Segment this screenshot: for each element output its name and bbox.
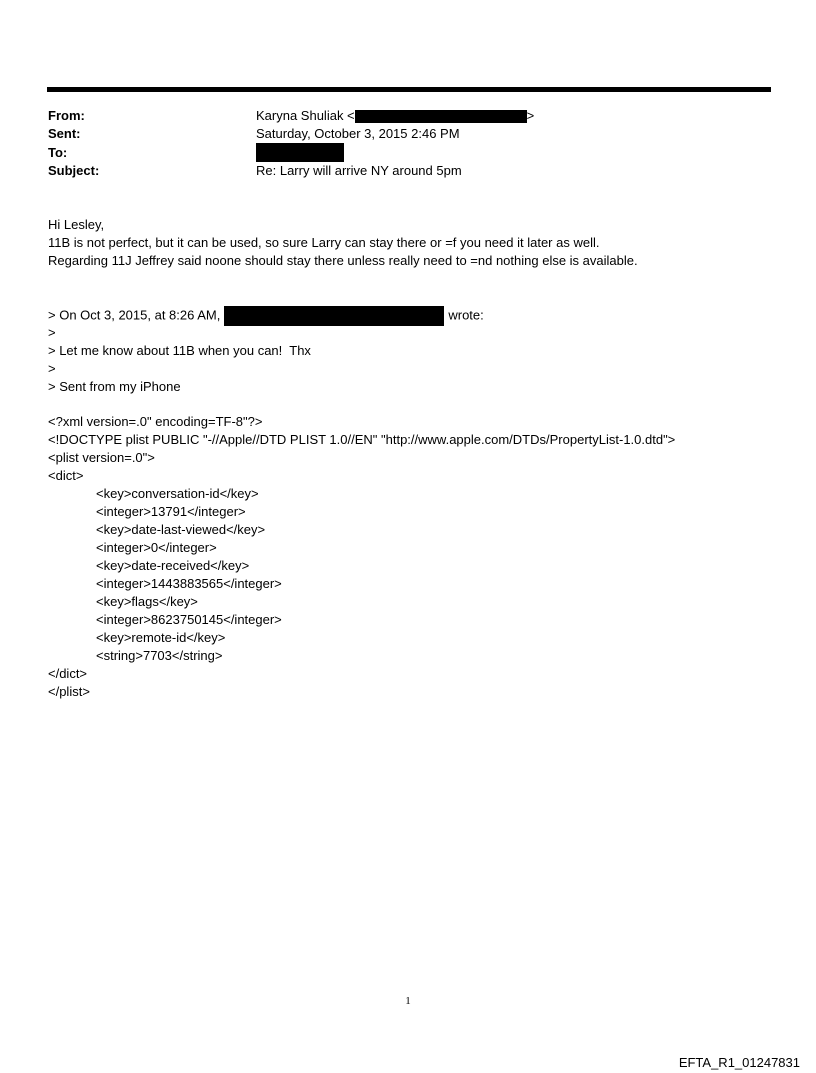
dict-open-tag: <dict> bbox=[48, 468, 84, 483]
plist-doctype: <!DOCTYPE plist PUBLIC "-//Apple//DTD PLIST 1.0//EN" "http://www.apple.com/DTDs/PropertyList-1.0.dtd"> bbox=[48, 432, 676, 447]
quote-line: > Sent from my iPhone bbox=[48, 379, 181, 394]
redaction-box bbox=[224, 306, 444, 326]
quote-intro-prefix: > On Oct 3, 2015, at 8:26 AM, bbox=[48, 307, 221, 323]
from-value bbox=[256, 107, 534, 125]
plist-entry: <integer>1443883565</integer> bbox=[96, 576, 282, 591]
quote-line: > Let me know about 11B when you can! Thx bbox=[48, 343, 311, 358]
greeting: Hi Lesley, bbox=[48, 217, 105, 232]
subject-label: Subject: bbox=[48, 163, 100, 178]
plist-entry: <key>date-last-viewed</key> bbox=[96, 522, 266, 537]
header-rule bbox=[47, 87, 771, 92]
body-line: Regarding 11J Jeffrey said noone should stay there unless really need to =nd nothing else is available. bbox=[48, 253, 638, 268]
subject-value: Re: Larry will arrive NY around 5pm bbox=[256, 163, 462, 178]
plist-entry: <key>date-received</key> bbox=[96, 558, 250, 573]
to-value bbox=[256, 143, 344, 162]
sent-value: Saturday, October 3, 2015 2:46 PM bbox=[256, 126, 460, 141]
plist-entry: <integer>13791</integer> bbox=[96, 504, 246, 519]
quote-line: > bbox=[48, 325, 56, 340]
plist-entry: <key>flags</key> bbox=[96, 594, 198, 609]
plist-entry: <integer>8623750145</integer> bbox=[96, 612, 282, 627]
redaction-box bbox=[355, 110, 527, 123]
to-label: To: bbox=[48, 145, 68, 160]
document-id: EFTA_R1_01247831 bbox=[678, 1055, 800, 1070]
body-line: 11B is not perfect, but it can be used, so sure Larry can stay there or =f you need it later as well. bbox=[48, 235, 600, 250]
plist-open-tag: <plist version=.0"> bbox=[48, 450, 155, 465]
sent-label: Sent: bbox=[48, 126, 81, 141]
plist-close-tag: </plist> bbox=[48, 684, 90, 699]
plist-xml-declaration: <?xml version=.0" encoding=TF-8"?> bbox=[48, 414, 263, 429]
plist-entry: <string>7703</string> bbox=[96, 648, 223, 663]
quote-line: > bbox=[48, 361, 56, 376]
plist-entry: <key>conversation-id</key> bbox=[96, 486, 259, 501]
from-close: > bbox=[526, 108, 535, 123]
quote-intro-suffix: wrote: bbox=[448, 307, 484, 323]
quote-intro bbox=[48, 306, 484, 326]
from-name: Karyna Shuliak < bbox=[256, 108, 355, 123]
dict-close-tag: </dict> bbox=[48, 666, 88, 681]
redaction-box bbox=[256, 143, 344, 162]
plist-entry: <key>remote-id</key> bbox=[96, 630, 226, 645]
page-number: 1 bbox=[405, 995, 411, 1007]
from-label: From: bbox=[48, 108, 85, 123]
plist-entry: <integer>0</integer> bbox=[96, 540, 217, 555]
